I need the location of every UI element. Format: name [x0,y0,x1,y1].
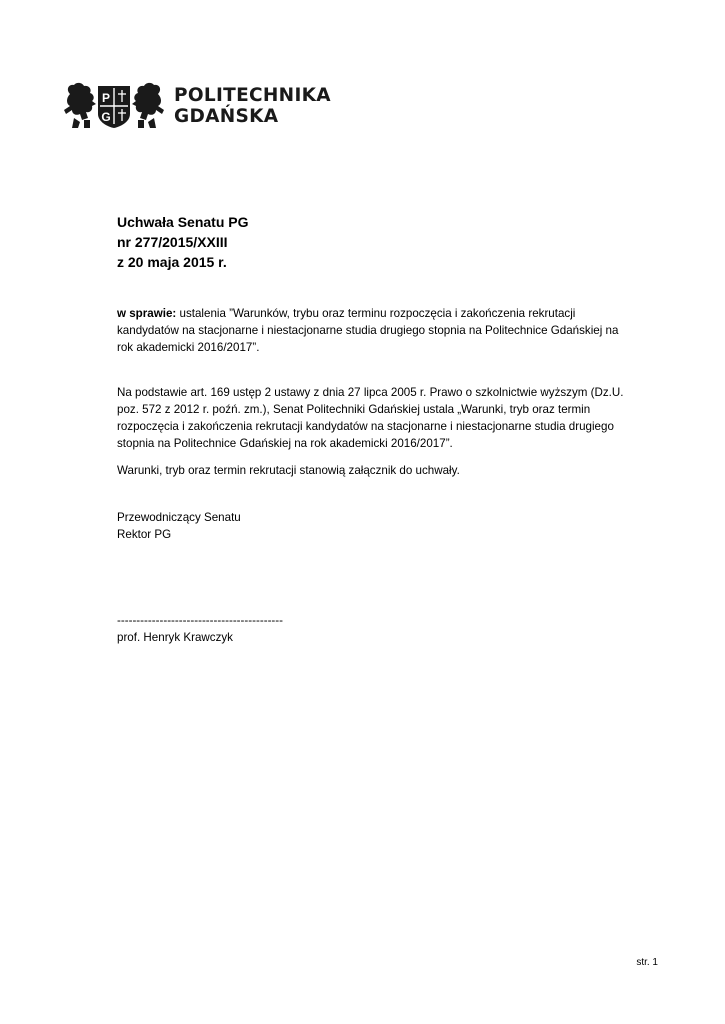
crest-letter-g: G [101,110,111,124]
title-line-3: z 20 maja 2015 r. [117,254,227,270]
basis-line-4: stopnia na Politechnice Gdańskiej na rok akademicki 2016/2017”. [117,437,453,450]
pg-crest-icon [62,80,166,130]
logo-line-2: GDAŃSKA [174,106,279,127]
subject-paragraph [117,305,658,356]
signature-role-2: Rektor PG [117,528,172,541]
crest-letter-p: P [101,91,111,105]
subject-line-3: rok akademicki 2016/2017”. [117,341,260,354]
subject-line-1: ustalenia ”Warunków, trybu oraz terminu rozpoczęcia i zakończenia rekrutacji [176,307,576,320]
basis-line-2: poz. 572 z 2012 r. poźń. zm.), Senat Politechniki Gdańskiej ustala „Warunki, tryb oraz termin [117,403,591,416]
attachment-note: Warunki, tryb oraz termin rekrutacji stanowią załącznik do uchwały. [117,464,460,477]
subject-label: w sprawie: [117,307,177,320]
title-line-1: Uchwała Senatu PG [117,214,249,230]
logo-wordmark [174,85,331,127]
basis-line-1: Na podstawie art. 169 ustęp 2 ustawy z dnia 27 lipca 2005 r. Prawo o szkolnictwie wyższym (Dz.U. [117,386,624,399]
logo-line-1: POLITECHNIKA [174,85,331,106]
university-logo [62,80,332,132]
page-number: str. 1 [636,957,658,968]
signature-line: ------------------------------------------- [117,614,284,627]
subject-line-2: kandydatów na stacjonarne i niestacjonarne studia drugiego stopnia na Politechnice Gdańskiej na [117,324,619,337]
signature-roles [117,509,241,543]
signature-block [117,612,283,646]
signature-role-1: Przewodniczący Senatu [117,511,241,524]
crest-letters [98,86,114,126]
signatory-name: prof. Henryk Krawczyk [117,631,233,644]
basis-line-3: rozpoczęcia i zakończenia rekrutacji kandydatów na stacjonarne i niestacjonarne studia drugiego [117,420,614,433]
legal-basis-paragraph [117,384,658,452]
resolution-title [117,212,248,272]
title-line-2: nr 277/2015/XXIII [117,234,228,250]
